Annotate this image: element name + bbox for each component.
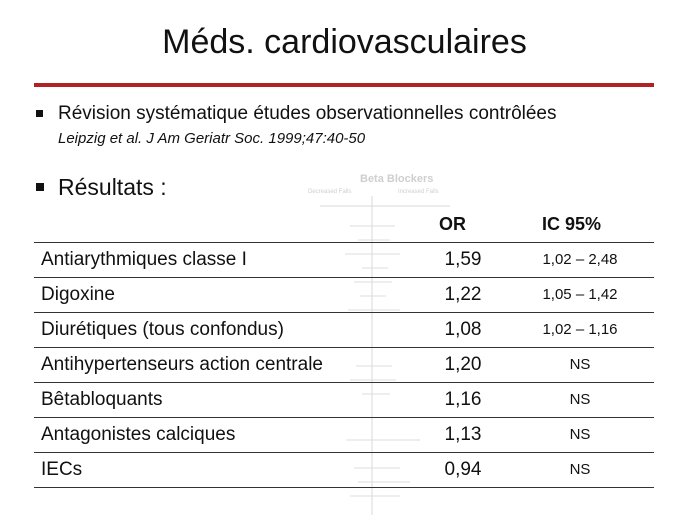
bullet-square (36, 183, 44, 191)
row-ic-value: 1,02 – 2,48 (542, 251, 618, 268)
row-or-value: 1,08 (444, 319, 482, 340)
row-drug-name: Antihypertenseurs action centrale (41, 354, 323, 375)
table-row (34, 418, 654, 453)
row-ic-value: NS (569, 426, 591, 443)
row-drug-name: Digoxine (41, 284, 115, 305)
table-row (34, 278, 654, 313)
bg-figure-title: Beta Blockers (360, 173, 434, 185)
citation: Leipzig et al. J Am Geriatr Soc. 1999;47:40-50 (58, 130, 366, 147)
row-or-value: 1,22 (444, 284, 482, 305)
slide-title: Méds. cardiovasculaires (162, 23, 527, 61)
title-underline (34, 83, 654, 87)
header-ic: IC 95% (542, 214, 602, 234)
row-drug-name: Antagonistes calciques (41, 424, 236, 445)
bg-right-label: Increased Falls (398, 189, 439, 195)
row-or-value: 1,59 (444, 249, 482, 270)
row-or-value: 0,94 (444, 459, 482, 480)
row-or-value: 1,13 (444, 424, 482, 445)
row-or-value: 1,16 (444, 389, 482, 410)
results-heading: Résultats : (58, 174, 167, 200)
bullet-square (36, 110, 43, 117)
table-row (34, 243, 654, 278)
row-or-value: 1,20 (444, 354, 482, 375)
bullet-review-text: Révision systématique études observationnelles contrôlées (58, 103, 557, 124)
row-ic-value: 1,02 – 1,16 (542, 321, 618, 338)
row-ic-value: 1,05 – 1,42 (542, 286, 618, 303)
row-ic-value: NS (569, 461, 591, 478)
row-drug-name: Antiarythmiques classe I (41, 249, 247, 270)
header-or: OR (439, 214, 466, 234)
row-ic-value: NS (569, 391, 591, 408)
table-header-row (34, 208, 654, 243)
row-drug-name: IECs (41, 459, 83, 480)
row-ic-value: NS (569, 356, 591, 373)
results-table (34, 208, 654, 488)
table-row (34, 348, 654, 383)
table-row (34, 383, 654, 418)
row-drug-name: Bêtabloquants (41, 389, 163, 410)
table-row (34, 453, 654, 488)
table-row (34, 313, 654, 348)
row-drug-name: Diurétiques (tous confondus) (41, 319, 284, 340)
bg-left-label: Decreased Falls (308, 189, 352, 195)
